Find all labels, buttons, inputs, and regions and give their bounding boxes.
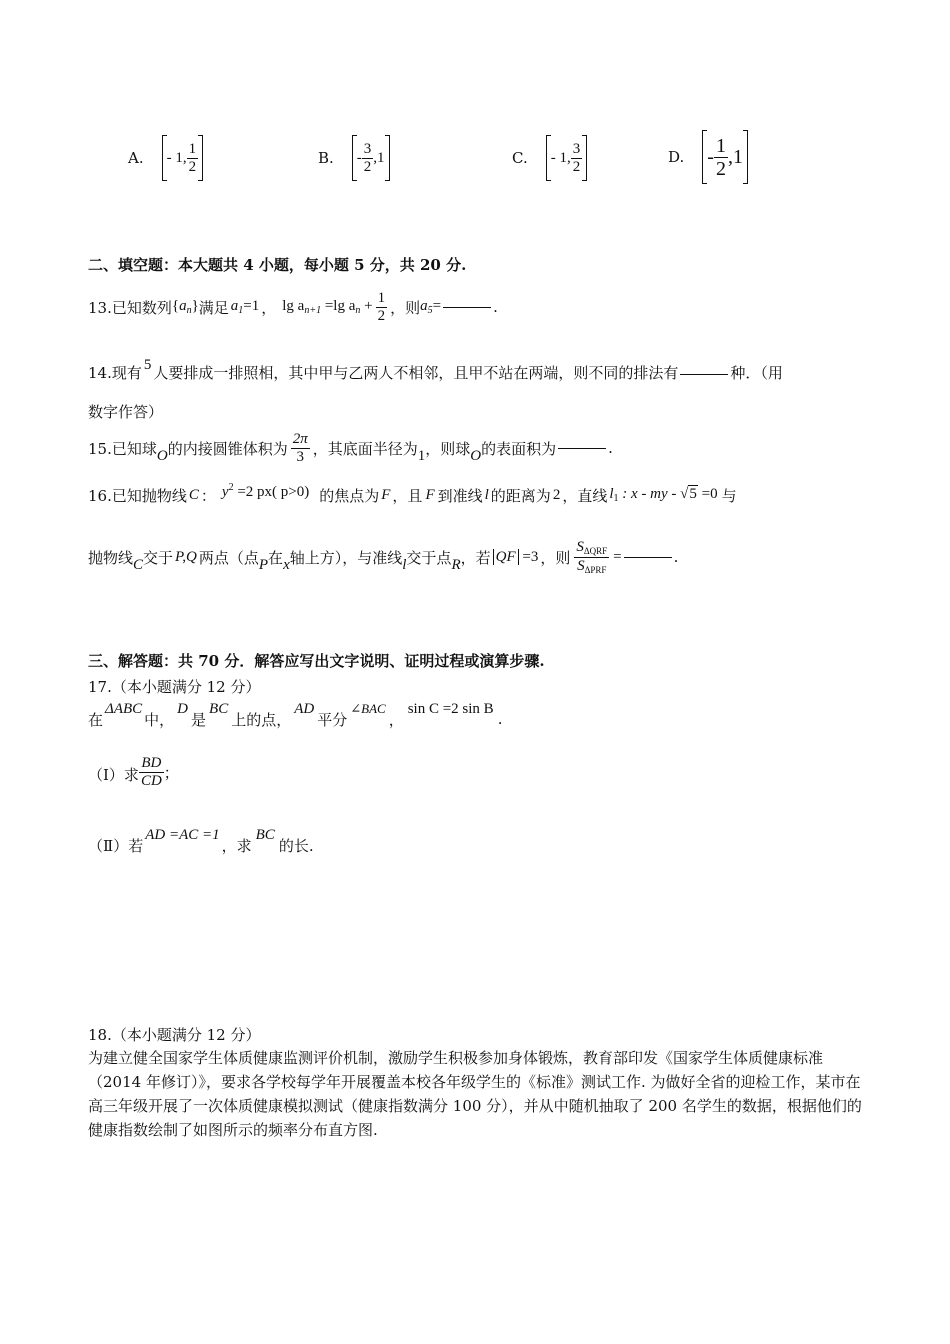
fraction: $\frac{S_{\Delta QRF}}{S_{\Delta PRF}}$ [576, 538, 608, 575]
question-13: 13.已知数列 $\{a_n\}$ 满足 $a_1=1$ ， $\lg a_{n+1} =\lg$ $a_n$ + $\frac{1}{2}$ ，则 $a_5=$ . [88, 290, 498, 324]
fraction: $\frac{3}{2}$ [572, 141, 581, 175]
choice-d [668, 130, 748, 184]
fraction: $\frac{2\pi}{3}$ [292, 431, 308, 465]
question-16: 16.已知抛物线 C ： $y^2 =2$ px( p>0) 的焦点为 F ，且 F 到准线 l 的距离为 2 ，直线 $l_1$ : x - my - √5 =0 与 [88, 481, 737, 505]
choice-label: B. [318, 149, 334, 167]
choice-c [512, 135, 587, 181]
answer-blank[interactable] [443, 306, 491, 308]
question-14: 14.现有 5 人要排成一排照相，其中甲与乙两人不相邻，且甲不站在两端，则不同的排法有 种．（用 [88, 357, 783, 382]
question-17-part2: （Ⅱ）若 AD =AC =1 ，求 BC 的长. [88, 826, 314, 855]
question-18-body: 为建立健全国家学生体质健康监测评价机制，激励学生积极参加身体锻炼，教育部印发《国家学生体质健康标准（2014 年修订）》，要求各学校每学年开展覆盖本校各年级学生的《标准》测试工作. 为做好全省的迎检工作，某市在高三年级开展了一次体质健康模拟测试（健康指数满分 100 分），并从中随机抽取了 200 名学生的数据，根据他们的健康指数绘制了如图所示的频率分布直方图. [88, 1049, 862, 1139]
question-17-stem: 在 ΔABC 中， D 是 BC 上的点， AD 平分 ∠BAC ， sin C =2 sin B . [88, 700, 503, 729]
fraction: $\frac{BD}{CD}$ [140, 755, 162, 789]
choice-a [128, 135, 203, 181]
fraction: $\frac{1}{2}$ [715, 134, 726, 180]
interval: - 1, $\frac{3}{2}$ [546, 135, 588, 181]
answer-blank[interactable] [624, 556, 672, 558]
question-18-title: 18.（本小题满分 12 分） [88, 1026, 261, 1044]
choice-label: D. [668, 148, 685, 166]
question-15: 15.已知球 O 的内接圆锥体积为 $\frac{2\pi}{3}$ ，其底面半径为 1 ，则球 O 的表面积为 . [88, 431, 613, 465]
fraction: $\frac{1}{2}$ [188, 141, 197, 175]
section-heading: 三、解答题：共 70 分．解答应写出文字说明、证明过程或演算步骤. [88, 652, 545, 670]
fraction: $\frac{3}{2}$ [363, 141, 372, 175]
math-seq: $\{a_n\}$ [171, 298, 199, 316]
section-heading: 二、填空题：本大题共 4 小题，每小题 5 分，共 20 分. [88, 256, 467, 274]
interval: - 1, $\frac{1}{2}$ [162, 135, 204, 181]
question-17-part1: （Ⅰ）求 $\frac{BD}{CD}$ ； [88, 755, 179, 789]
choice-label: C. [512, 149, 528, 167]
question-14-line2: 数字作答） [88, 403, 164, 421]
answer-blank[interactable] [680, 373, 728, 375]
question-17-title: 17.（本小题满分 12 分） [88, 678, 261, 696]
interval: - $\frac{3}{2}$ ,1 [352, 135, 390, 181]
question-16-line2: 抛物线 C 交于 P,Q 两点（点 P 在 x 轴上方），与准线 l 交于点 R ，若 QF =3 ，则 $\frac{S_{\Delta QRF}}{S_{\Delta PRF}}$ = . [88, 538, 679, 575]
answer-blank[interactable] [558, 447, 606, 449]
interval: - $\frac{1}{2}$ ,1 [702, 130, 748, 184]
choice-b [318, 135, 390, 181]
fraction: $\frac{1}{2}$ [377, 290, 386, 324]
choice-label: A. [128, 149, 144, 167]
